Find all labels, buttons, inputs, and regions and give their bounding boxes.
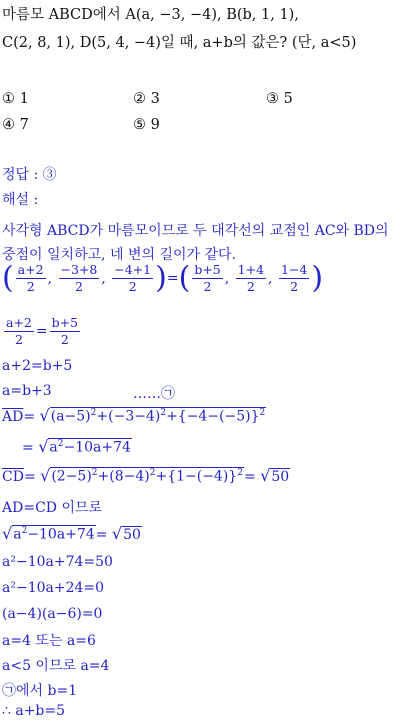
explanation-text-1: 사각형 ABCD가 마름모이므로 두 대각선의 교점인 AC와 BD의 <box>2 223 389 239</box>
choice-3[interactable] <box>266 91 293 107</box>
explanation-label: 해설 : <box>2 192 39 208</box>
question-line-1: 마름모 ABCD에서 A(a, −3, −4), B(b, 1, 1), <box>2 7 299 23</box>
choice-5-value: 9 <box>150 117 160 133</box>
step-2: a²−10a+24=0 <box>2 580 105 596</box>
cd-length: $\overline{CD}= √(2-5)^2+(8-4)^2+\{1-(-4)\}^2= √50$ <box>2 466 290 485</box>
step-6: ㉠에서 b=1 <box>2 683 78 699</box>
midpoint-equation: ( $\frac{a+2}{2}$ , $\frac{-3+8}{2}$ , $\frac{-4+1}{2}$ )=( $\frac{b+5}{2}$ , $\frac{1+4}{2}$ , $\frac{1-4}{2}$ ) <box>2 260 324 296</box>
x-coordinate-equation: $\frac{a+2}{2}$ = $\frac{b+5}{2}$ <box>6 315 79 347</box>
choice-1-value: 1 <box>19 91 29 107</box>
equation-a-plus-2: a+2=b+5 <box>2 358 73 374</box>
sqrt-equation: $√a^2-10a+74= √50$ <box>2 524 141 543</box>
ad-equals-cd: AD=CD 이므로 <box>2 500 103 516</box>
step-1: a²−10a+74=50 <box>2 554 113 570</box>
explanation-text-2: 중점이 일치하고, 네 변의 길이가 같다. <box>2 247 237 263</box>
choice-3-mark: ③ <box>266 91 279 107</box>
choice-1-mark: ① <box>2 91 15 107</box>
choice-4-mark: ④ <box>2 117 15 133</box>
step-3: (a−4)(a−6)=0 <box>2 606 103 622</box>
choice-2-mark: ② <box>133 91 146 107</box>
step-5: a<5 이므로 a=4 <box>2 658 110 674</box>
choice-5-mark: ⑤ <box>133 117 146 133</box>
choice-4-value: 7 <box>19 117 29 133</box>
choice-4[interactable] <box>2 117 29 133</box>
choice-3-value: 5 <box>283 91 293 107</box>
choice-2-value: 3 <box>150 91 160 107</box>
choice-1[interactable] <box>2 91 29 107</box>
answer-label: 정답 : ③ <box>2 167 57 183</box>
ad-length: $\overline{AD}= √(a-5)^2+(-3-4)^2+\{-4-(-5)\}^2$ <box>2 406 266 425</box>
choice-5[interactable] <box>133 117 160 133</box>
ad-length-simplified: = $√a^2-10a+74$ <box>22 437 131 456</box>
final-answer: ∴ a+b=5 <box>2 703 66 719</box>
step-4: a=4 또는 a=6 <box>2 633 96 649</box>
equation-tag: ……㉠ <box>133 386 175 402</box>
question-line-2: C(2, 8, 1), D(5, 4, −4)일 때, a+b의 값은? (단, a<5) <box>2 35 357 51</box>
choice-2[interactable] <box>133 91 160 107</box>
equation-a-b3: a=b+3 <box>2 383 52 399</box>
